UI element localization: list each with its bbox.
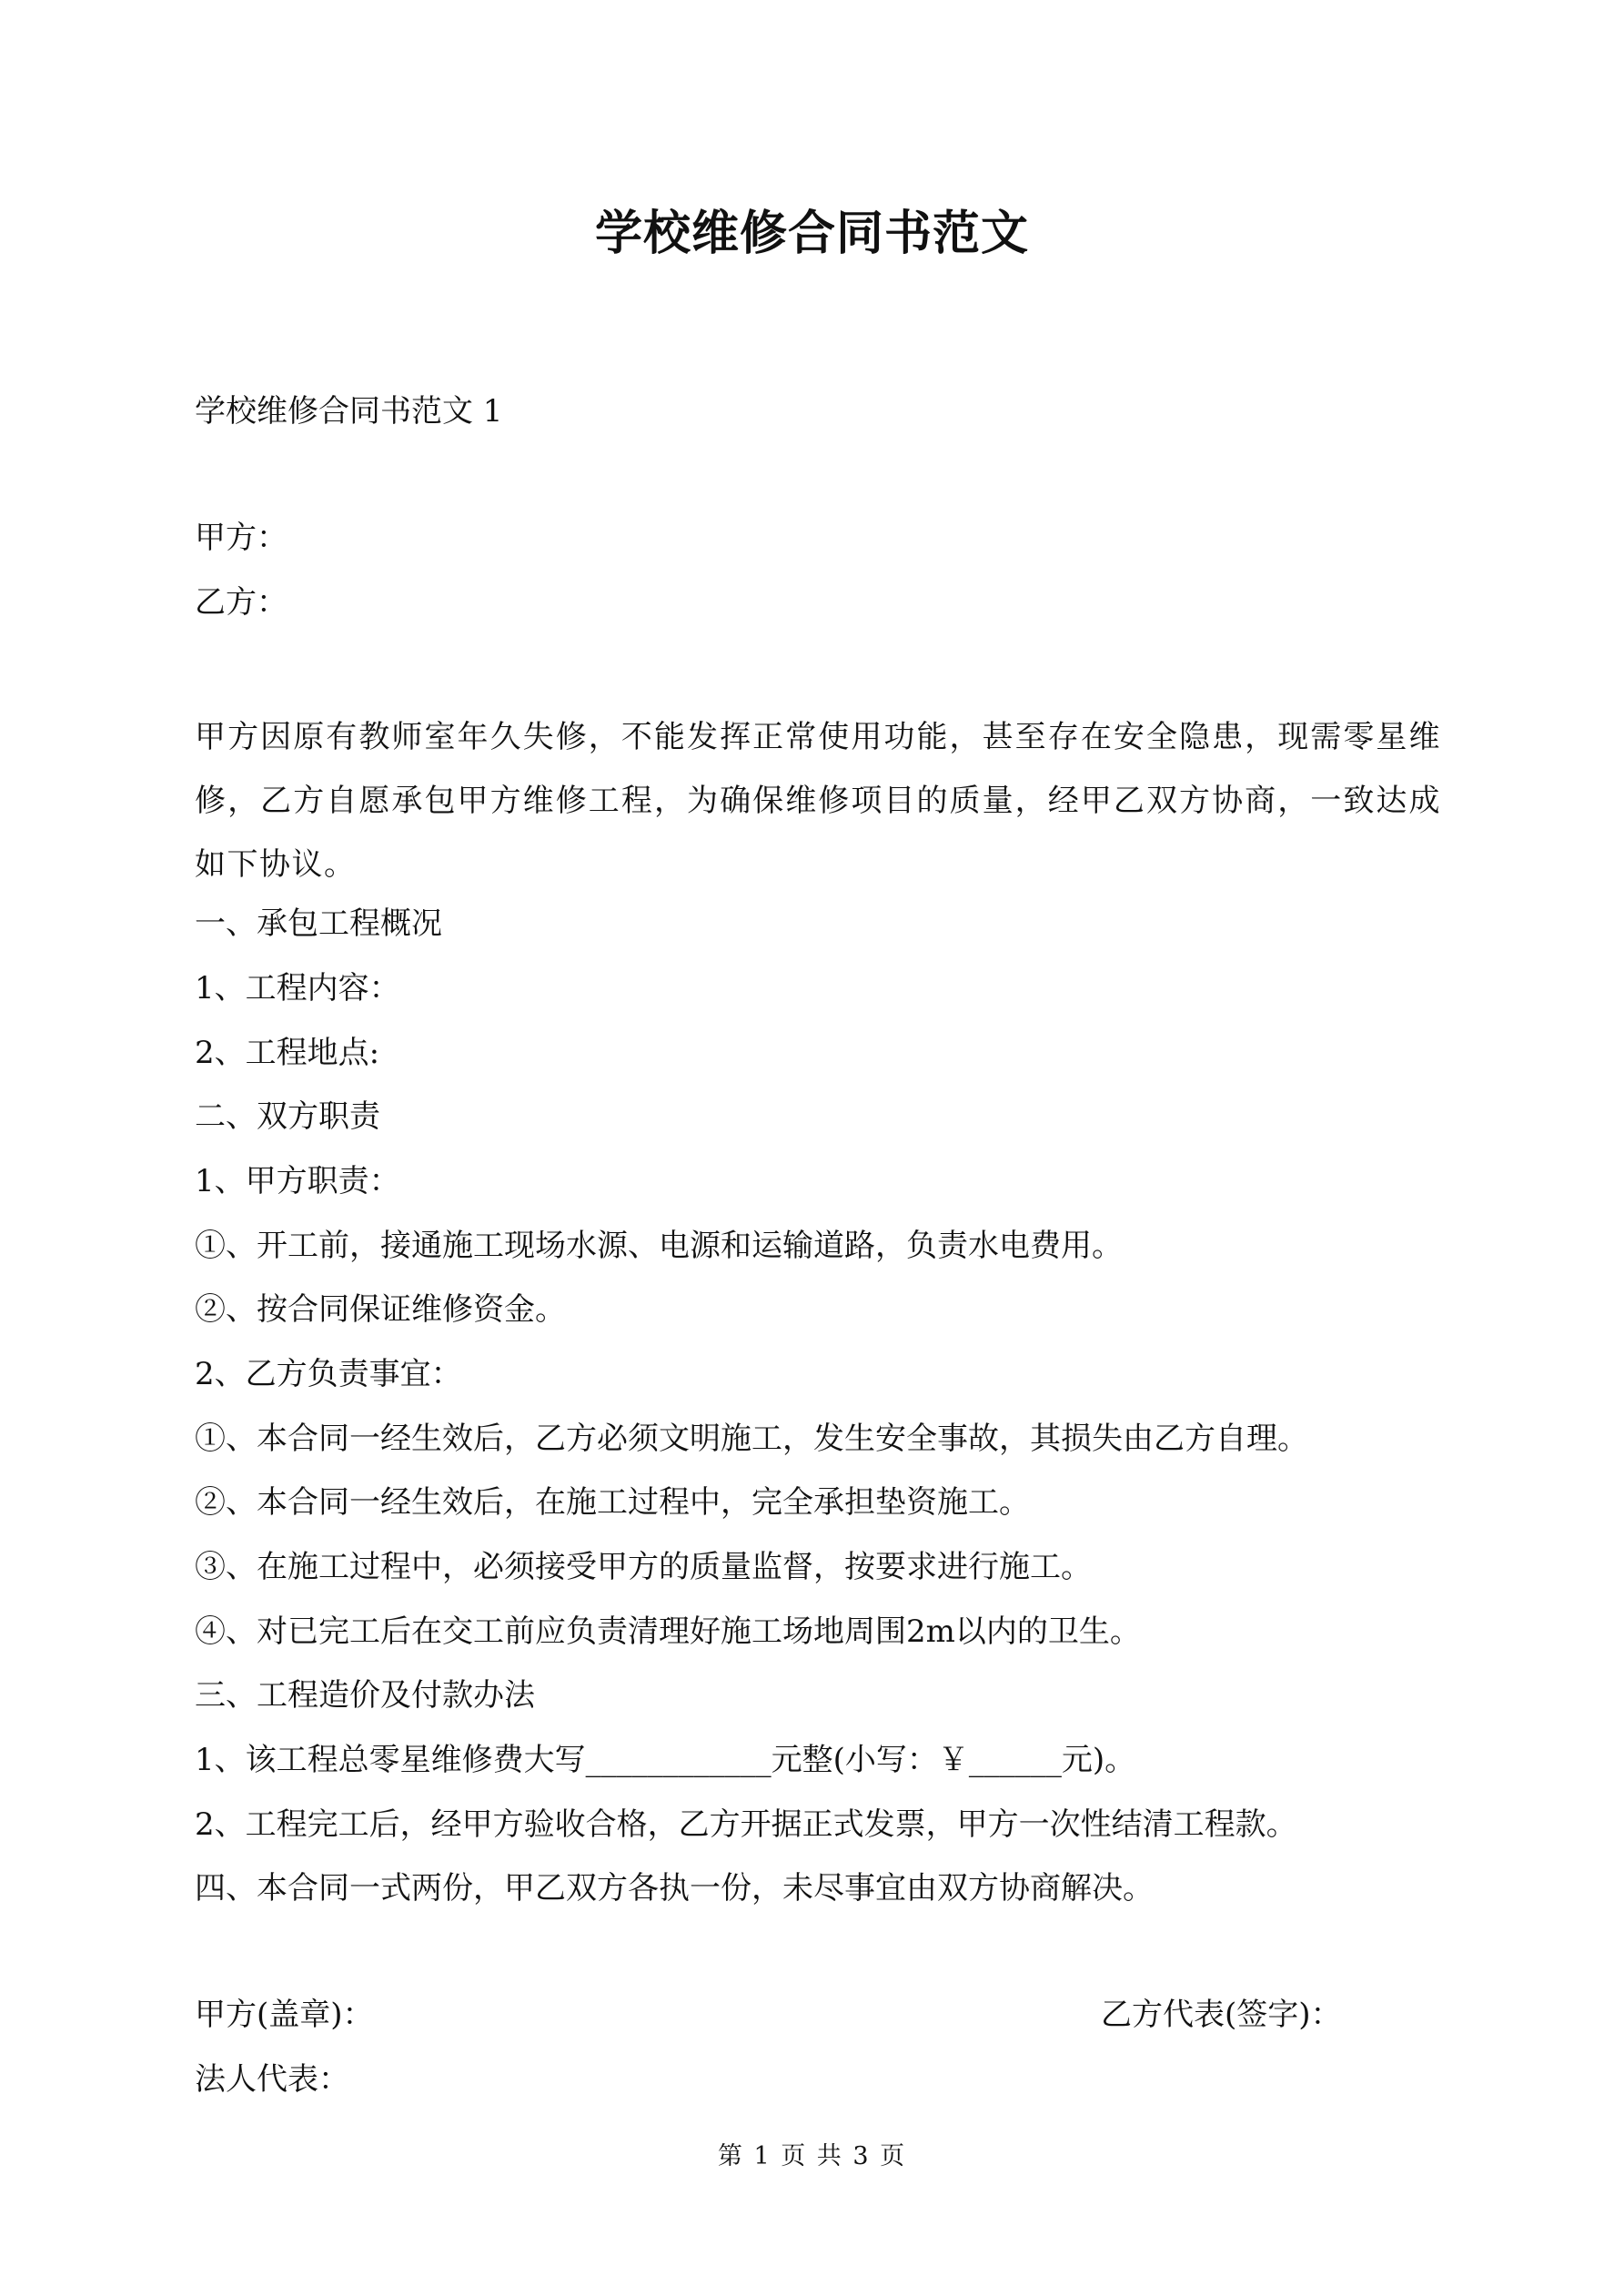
clause-line: ②、本合同一经生效后，在施工过程中，完全承担垫资施工。: [195, 1484, 1030, 1521]
clause-line: 2、工程地点:: [195, 1035, 380, 1071]
intro-paragraph: 甲方因原有教师室年久失修，不能发挥正常使用功能，甚至存在安全隐患，现需零星维修，乙方自愿承包甲方维修工程，为确保维修项目的质量，经甲乙双方协商，一致达成如下协议。: [195, 719, 1441, 883]
clause-line: 2、乙方负责事宜：: [195, 1356, 462, 1392]
party-b-label: 乙方：: [195, 584, 287, 621]
clause-line: ②、按合同保证维修资金。: [195, 1291, 566, 1328]
party-b-signature-label: 乙方代表(签字)：: [1101, 1997, 1342, 2033]
page-number: 第 1 页 共 3 页: [717, 2142, 907, 2170]
legal-representative-label: 法人代表：: [195, 2061, 349, 2098]
document-subtitle: 学校维修合同书范文 1: [195, 393, 503, 430]
section-heading: 一、承包工程概况: [195, 905, 442, 942]
clause-line: 1、工程内容：: [195, 970, 400, 1006]
clause-line: 1、该工程总零星维修费大写____________元整(小写：￥______元)。: [195, 1742, 1136, 1778]
clause-line: ④、对已完工后在交工前应负责清理好施工场地周围2m以内的卫生。: [195, 1613, 1141, 1650]
clause-line: 1、甲方职责：: [195, 1163, 400, 1199]
document-title: 学校维修合同书范文: [594, 206, 1029, 261]
party-a-label: 甲方：: [195, 520, 287, 556]
clause-line: 2、工程完工后，经甲方验收合格，乙方开据正式发票，甲方一次性结清工程款。: [195, 1806, 1297, 1843]
clause-line: ①、本合同一经生效后，乙方必须文明施工，发生安全事故，其损失由乙方自理。: [195, 1421, 1308, 1457]
party-a-seal-label: 甲方(盖章)：: [195, 1997, 374, 2033]
section-heading: 二、双方职责: [195, 1098, 380, 1135]
section-heading: 三、工程造价及付款办法: [195, 1677, 535, 1714]
clause-line: ①、开工前，接通施工现场水源、电源和运输道路，负责水电费用。: [195, 1228, 1123, 1264]
section-heading: 四、本合同一式两份，甲乙双方各执一份，未尽事宜由双方协商解决。: [195, 1870, 1154, 1907]
clause-line: ③、在施工过程中，必须接受甲方的质量监督，按要求进行施工。: [195, 1549, 1092, 1585]
